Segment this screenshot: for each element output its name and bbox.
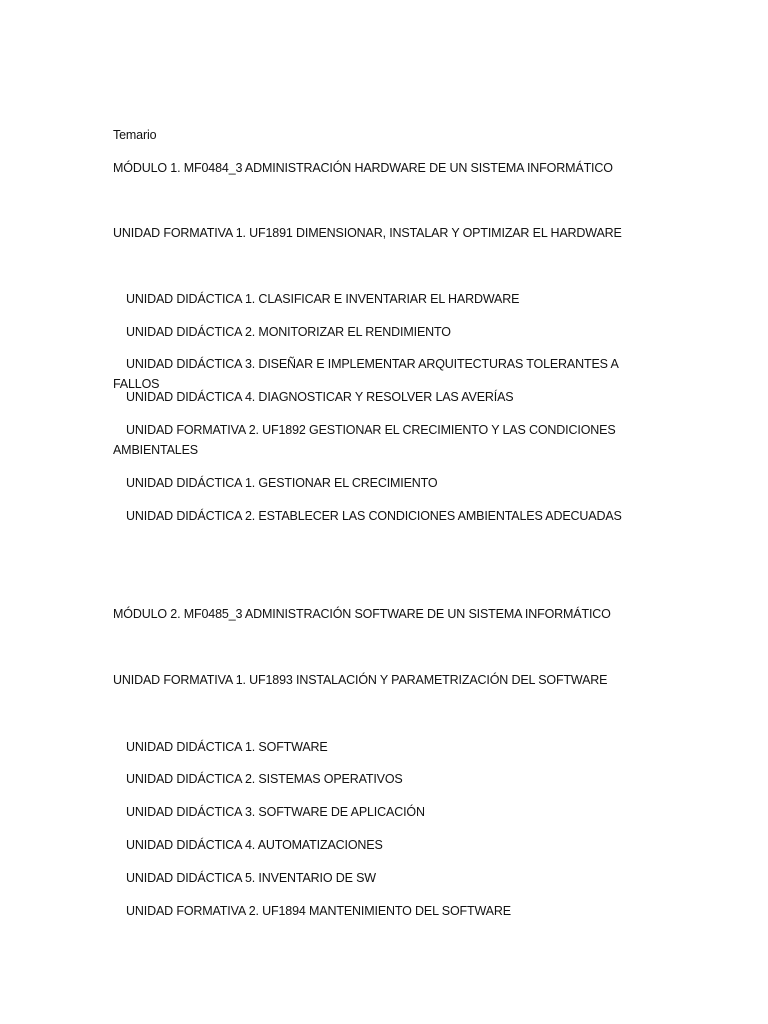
module-2-item-3: UNIDAD DIDÁCTICA 3. SOFTWARE DE APLICACIÓN [126,805,425,819]
module-2-item-6: UNIDAD FORMATIVA 2. UF1894 MANTENIMIENTO DEL SOFTWARE [126,904,511,918]
module-1-unit-heading: UNIDAD FORMATIVA 1. UF1891 DIMENSIONAR, INSTALAR Y OPTIMIZAR EL HARDWARE [113,226,622,240]
document-title: Temario [113,128,157,142]
module-2-unit-heading: UNIDAD FORMATIVA 1. UF1893 INSTALACIÓN Y PARAMETRIZACIÓN DEL SOFTWARE [113,673,608,687]
module-1-heading: MÓDULO 1. MF0484_3 ADMINISTRACIÓN HARDWARE DE UN SISTEMA INFORMÁTICO [113,161,613,175]
module-1-item-1: UNIDAD DIDÁCTICA 1. CLASIFICAR E INVENTARIAR EL HARDWARE [126,292,520,306]
module-1-item-3: UNIDAD DIDÁCTICA 3. DISEÑAR E IMPLEMENTAR ARQUITECTURAS TOLERANTES A FALLOS [113,357,618,391]
module-1-item-2: UNIDAD DIDÁCTICA 2. MONITORIZAR EL RENDIMIENTO [126,325,451,339]
module-2-item-4: UNIDAD DIDÁCTICA 4. AUTOMATIZACIONES [126,838,383,852]
module-2-item-5: UNIDAD DIDÁCTICA 5. INVENTARIO DE SW [126,871,376,885]
module-1-item-5: UNIDAD FORMATIVA 2. UF1892 GESTIONAR EL CRECIMIENTO Y LAS CONDICIONES AMBIENTALES [113,423,616,457]
module-1-item-6: UNIDAD DIDÁCTICA 1. GESTIONAR EL CRECIMIENTO [126,476,438,490]
module-2-item-2: UNIDAD DIDÁCTICA 2. SISTEMAS OPERATIVOS [126,772,403,786]
module-1-item-4: UNIDAD DIDÁCTICA 4. DIAGNOSTICAR Y RESOLVER LAS AVERÍAS [126,390,514,404]
module-2-heading: MÓDULO 2. MF0485_3 ADMINISTRACIÓN SOFTWARE DE UN SISTEMA INFORMÁTICO [113,607,611,621]
module-1-item-7: UNIDAD DIDÁCTICA 2. ESTABLECER LAS CONDICIONES AMBIENTALES ADECUADAS [126,509,622,523]
module-2-item-1: UNIDAD DIDÁCTICA 1. SOFTWARE [126,740,328,754]
